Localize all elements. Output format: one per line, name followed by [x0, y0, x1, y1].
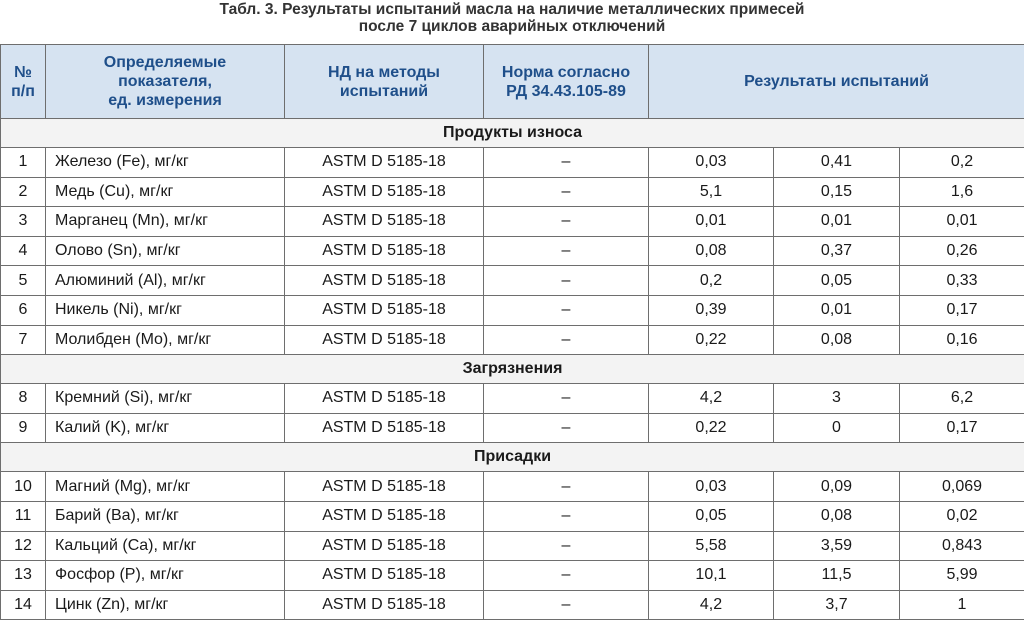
cell-result-3: 0,17	[900, 413, 1024, 443]
cell-method: ASTM D 5185-18	[285, 325, 484, 355]
cell-norm: –	[484, 590, 649, 620]
table-row	[1, 413, 1024, 443]
cell-result-2: 3	[774, 384, 900, 414]
cell-result-1: 0,39	[649, 295, 774, 325]
cell-result-1: 0,22	[649, 413, 774, 443]
cell-norm: –	[484, 384, 649, 414]
cell-number: 6	[1, 295, 46, 325]
cell-result-1: 4,2	[649, 384, 774, 414]
cell-result-2: 0,01	[774, 207, 900, 237]
cell-parameter: Фосфор (P), мг/кг	[46, 561, 285, 591]
cell-norm: –	[484, 236, 649, 266]
header-parameter	[46, 45, 285, 119]
cell-result-2: 0,15	[774, 177, 900, 207]
header-parameter-line-1: Определяемые	[103, 54, 227, 71]
cell-result-1: 4,2	[649, 590, 774, 620]
cell-number: 8	[1, 384, 46, 414]
cell-result-2: 0,41	[774, 148, 900, 178]
cell-number: 1	[1, 148, 46, 178]
cell-result-3: 0,843	[900, 531, 1024, 561]
cell-norm: –	[484, 501, 649, 531]
cell-parameter: Цинк (Zn), мг/кг	[46, 590, 285, 620]
cell-method: ASTM D 5185-18	[285, 295, 484, 325]
section-title: Продукты износа	[1, 119, 1024, 148]
cell-number: 3	[1, 207, 46, 237]
cell-result-2: 0,01	[774, 295, 900, 325]
cell-method: ASTM D 5185-18	[285, 384, 484, 414]
cell-norm: –	[484, 148, 649, 178]
header-norm-line-2: РД 34.43.105-89	[506, 82, 626, 100]
cell-result-3: 0,2	[900, 148, 1024, 178]
cell-norm: –	[484, 413, 649, 443]
cell-parameter: Магний (Mg), мг/кг	[46, 472, 285, 502]
cell-result-2: 0,08	[774, 501, 900, 531]
cell-norm: –	[484, 207, 649, 237]
section-row	[1, 119, 1024, 148]
cell-parameter: Олово (Sn), мг/кг	[46, 236, 285, 266]
cell-result-1: 0,08	[649, 236, 774, 266]
cell-number: 12	[1, 531, 46, 561]
cell-result-3: 0,17	[900, 295, 1024, 325]
cell-number: 10	[1, 472, 46, 502]
cell-parameter: Медь (Cu), мг/кг	[46, 177, 285, 207]
caption-line-1: Табл. 3. Результаты испытаний масла на наличие металлических примесей	[219, 1, 805, 18]
table-row	[1, 325, 1024, 355]
cell-result-3: 6,2	[900, 384, 1024, 414]
table-caption	[0, 0, 1024, 44]
cell-result-1: 0,05	[649, 501, 774, 531]
cell-result-3: 1,6	[900, 177, 1024, 207]
cell-method: ASTM D 5185-18	[285, 148, 484, 178]
table-row	[1, 148, 1024, 178]
cell-result-2: 11,5	[774, 561, 900, 591]
cell-number: 5	[1, 266, 46, 296]
table-row	[1, 531, 1024, 561]
section-row	[1, 355, 1024, 384]
section-title: Загрязнения	[1, 355, 1024, 384]
cell-parameter: Железо (Fe), мг/кг	[46, 148, 285, 178]
cell-method: ASTM D 5185-18	[285, 501, 484, 531]
table-row	[1, 266, 1024, 296]
header-method	[285, 45, 484, 119]
header-method-line-1: НД на методы	[328, 63, 440, 81]
cell-result-1: 5,58	[649, 531, 774, 561]
cell-result-3: 1	[900, 590, 1024, 620]
cell-method: ASTM D 5185-18	[285, 531, 484, 561]
cell-result-2: 0,08	[774, 325, 900, 355]
cell-result-2: 3,59	[774, 531, 900, 561]
cell-method: ASTM D 5185-18	[285, 266, 484, 296]
table-row	[1, 384, 1024, 414]
header-parameter-line-2: показателя,	[118, 73, 212, 90]
cell-norm: –	[484, 325, 649, 355]
cell-number: 13	[1, 561, 46, 591]
header-number-line-2: п/п	[11, 82, 35, 100]
cell-parameter: Барий (Ba), мг/кг	[46, 501, 285, 531]
cell-method: ASTM D 5185-18	[285, 413, 484, 443]
cell-number: 11	[1, 501, 46, 531]
cell-method: ASTM D 5185-18	[285, 207, 484, 237]
cell-number: 7	[1, 325, 46, 355]
section-title: Присадки	[1, 443, 1024, 472]
cell-result-2: 0,05	[774, 266, 900, 296]
cell-result-2: 3,7	[774, 590, 900, 620]
header-number-line-1: №	[14, 63, 32, 81]
cell-result-2: 0	[774, 413, 900, 443]
cell-norm: –	[484, 531, 649, 561]
cell-result-1: 0,03	[649, 148, 774, 178]
cell-result-2: 0,37	[774, 236, 900, 266]
cell-method: ASTM D 5185-18	[285, 236, 484, 266]
header-method-line-2: испытаний	[339, 82, 429, 100]
cell-norm: –	[484, 295, 649, 325]
cell-number: 2	[1, 177, 46, 207]
cell-result-3: 0,01	[900, 207, 1024, 237]
cell-result-1: 0,03	[649, 472, 774, 502]
caption-line-2: после 7 циклов аварийных отключений	[358, 18, 666, 35]
cell-number: 9	[1, 413, 46, 443]
cell-result-3: 5,99	[900, 561, 1024, 591]
cell-norm: –	[484, 561, 649, 591]
cell-method: ASTM D 5185-18	[285, 561, 484, 591]
header-results: Результаты испытаний	[649, 45, 1024, 119]
header-norm	[484, 45, 649, 119]
cell-method: ASTM D 5185-18	[285, 177, 484, 207]
cell-result-3: 0,26	[900, 236, 1024, 266]
cell-result-3: 0,33	[900, 266, 1024, 296]
table-header	[1, 45, 1024, 119]
cell-result-1: 0,22	[649, 325, 774, 355]
cell-parameter: Никель (Ni), мг/кг	[46, 295, 285, 325]
section-row	[1, 443, 1024, 472]
table-row	[1, 501, 1024, 531]
cell-result-2: 0,09	[774, 472, 900, 502]
cell-parameter: Кальций (Ca), мг/кг	[46, 531, 285, 561]
table-row	[1, 295, 1024, 325]
cell-parameter: Молибден (Mo), мг/кг	[46, 325, 285, 355]
header-parameter-line-3: ед. измерения	[108, 92, 222, 109]
cell-method: ASTM D 5185-18	[285, 472, 484, 502]
cell-parameter: Кремний (Si), мг/кг	[46, 384, 285, 414]
cell-result-1: 0,01	[649, 207, 774, 237]
cell-parameter: Марганец (Mn), мг/кг	[46, 207, 285, 237]
table-row	[1, 590, 1024, 620]
table-row	[1, 236, 1024, 266]
cell-result-1: 5,1	[649, 177, 774, 207]
cell-method: ASTM D 5185-18	[285, 590, 484, 620]
cell-result-1: 10,1	[649, 561, 774, 591]
table-row	[1, 472, 1024, 502]
header-norm-line-1: Норма согласно	[501, 63, 631, 81]
table-row	[1, 207, 1024, 237]
table-row	[1, 561, 1024, 591]
cell-result-1: 0,2	[649, 266, 774, 296]
cell-parameter: Калий (K), мг/кг	[46, 413, 285, 443]
cell-result-3: 0,02	[900, 501, 1024, 531]
results-table	[0, 44, 1024, 620]
cell-result-3: 0,16	[900, 325, 1024, 355]
table-row	[1, 177, 1024, 207]
cell-norm: –	[484, 472, 649, 502]
header-number	[1, 45, 46, 119]
cell-norm: –	[484, 177, 649, 207]
cell-number: 14	[1, 590, 46, 620]
cell-parameter: Алюминий (Al), мг/кг	[46, 266, 285, 296]
table-body	[1, 119, 1024, 620]
cell-result-3: 0,069	[900, 472, 1024, 502]
cell-number: 4	[1, 236, 46, 266]
cell-norm: –	[484, 266, 649, 296]
